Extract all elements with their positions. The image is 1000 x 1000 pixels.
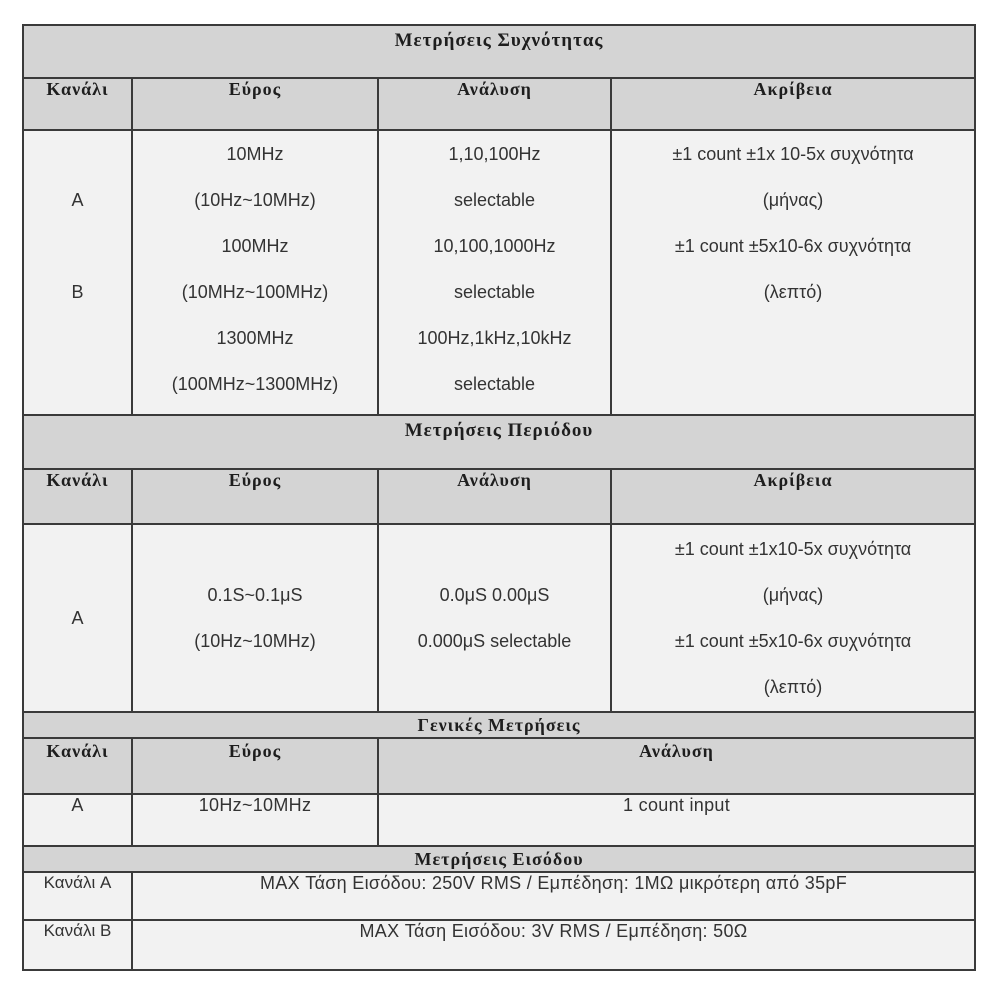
general-resolution-cell: 1 count input bbox=[378, 794, 975, 846]
channel-b-label: B bbox=[71, 282, 84, 302]
period-header-range: Εύρος bbox=[132, 469, 378, 524]
frequency-header-accuracy: Ακρίβεια bbox=[611, 78, 975, 130]
input-channel-b-label: Κανάλι B bbox=[23, 920, 132, 970]
input-row-channel-b bbox=[23, 920, 975, 970]
input-section-row bbox=[23, 846, 975, 872]
period-range-cell: 0.1S~0.1μS (10Hz~10MHz) bbox=[132, 524, 378, 712]
input-channel-a-label: Κανάλι A bbox=[23, 872, 132, 920]
frequency-header-resolution: Ανάλυση bbox=[378, 78, 611, 130]
period-section-title: Μετρήσεις Περιόδου bbox=[23, 415, 975, 469]
frequency-section-row bbox=[23, 25, 975, 78]
frequency-accuracy-cell: ±1 count ±1x 10-5x συχνότητα (μήνας) ±1 count ±5x10-6x συχνότητα (λεπτό) bbox=[611, 130, 975, 415]
input-channel-b-value: MAX Τάση Εισόδου: 3V RMS / Εμπέδηση: 50Ω bbox=[132, 920, 975, 970]
frequency-channel-cell bbox=[23, 130, 132, 415]
period-header-resolution: Ανάλυση bbox=[378, 469, 611, 524]
frequency-data-row bbox=[23, 130, 975, 415]
input-section-title: Μετρήσεις Εισόδου bbox=[23, 846, 975, 872]
frequency-range-cell: 10MHz (10Hz~10MHz) 100MHz (10MHz~100MHz) 1300MHz (100MHz~1300MHz) bbox=[132, 130, 378, 415]
period-channel-cell: A bbox=[23, 524, 132, 712]
frequency-header-row bbox=[23, 78, 975, 130]
period-accuracy-cell: ±1 count ±1x10-5x συχνότητα (μήνας) ±1 count ±5x10-6x συχνότητα (λεπτό) bbox=[611, 524, 975, 712]
period-header-row bbox=[23, 469, 975, 524]
general-header-resolution: Ανάλυση bbox=[378, 738, 975, 794]
period-header-channel: Κανάλι bbox=[23, 469, 132, 524]
input-row-channel-a bbox=[23, 872, 975, 920]
frequency-header-channel: Κανάλι bbox=[23, 78, 132, 130]
period-header-accuracy: Ακρίβεια bbox=[611, 469, 975, 524]
general-channel-cell: A bbox=[23, 794, 132, 846]
general-header-channel: Κανάλι bbox=[23, 738, 132, 794]
general-header-range: Εύρος bbox=[132, 738, 378, 794]
general-range-cell: 10Hz~10MHz bbox=[132, 794, 378, 846]
general-section-row bbox=[23, 712, 975, 738]
channel-a-label: A bbox=[71, 190, 84, 210]
frequency-section-title: Μετρήσεις Συχνότητας bbox=[23, 25, 975, 78]
frequency-resolution-cell: 1,10,100Hz selectable 10,100,1000Hz selectable 100Hz,1kHz,10kHz selectable bbox=[378, 130, 611, 415]
specifications-table bbox=[22, 24, 976, 971]
frequency-header-range: Εύρος bbox=[132, 78, 378, 130]
general-section-title: Γενικές Μετρήσεις bbox=[23, 712, 975, 738]
period-section-row bbox=[23, 415, 975, 469]
input-channel-a-value: MAX Τάση Εισόδου: 250V RMS / Εμπέδηση: 1ΜΩ μικρότερη από 35pF bbox=[132, 872, 975, 920]
period-data-row bbox=[23, 524, 975, 712]
general-header-row bbox=[23, 738, 975, 794]
general-data-row bbox=[23, 794, 975, 846]
period-resolution-cell: 0.0μS 0.00μS 0.000μS selectable bbox=[378, 524, 611, 712]
